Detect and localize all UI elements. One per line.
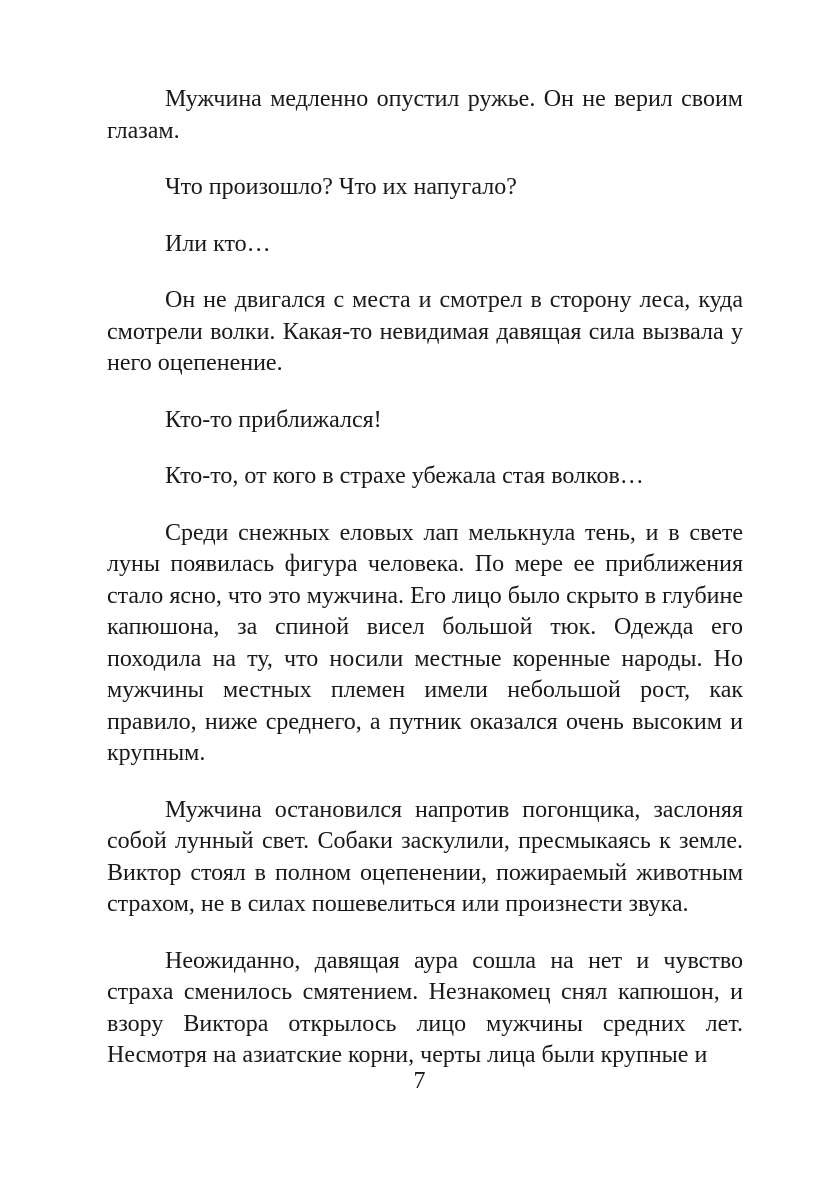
paragraph-7: Среди снежных еловых лап мелькнула тень, и в свете луны появилась фигура человека. По мере ее приближения стало ясно, что это мужчина. Его лицо было скрыто в глубине капюшона, за спиной висел большой тюк. Одежда его походила на ту, что носили местные коренные народы. Но мужчины местных племен имели небольшой рост, как правило, ниже среднего, а путник оказался очень высоким и крупным. <box>107 519 743 766</box>
page-number: 7 <box>413 1068 426 1094</box>
body-text <box>107 84 743 1072</box>
paragraph-2: Что произошло? Что их напугало? <box>165 174 517 200</box>
paragraph-8: Мужчина остановился напротив погонщика, заслоняя собой лунный свет. Собаки заскулили, пресмыкаясь к земле. Виктор стоял в полном оцепенении, пожираемый животным страхом, не в силах пошевелиться или произнести звука. <box>107 796 743 917</box>
paragraph-6: Кто-то, от кого в страхе убежала стая волков… <box>165 463 644 489</box>
paragraph-5: Кто-то приближался! <box>165 406 382 433</box>
paragraph-3: Или кто… <box>165 230 271 257</box>
paragraph-1: Мужчина медленно опустил ружье. Он не верил своим глазам. <box>107 86 743 144</box>
paragraph-4: Он не двигался с места и смотрел в сторону леса, куда смотрели волки. Какая-то невидимая давящая сила вызвала у него оцепенение. <box>107 287 743 376</box>
paragraph-9: Неожиданно, давящая аура сошла на нет и чувство страха сменилось смятением. Незнакомец снял капюшон, и взору Виктора открылось лицо мужчины средних лет. Несмотря на азиатские корни, черты лица были крупные и <box>107 947 743 1068</box>
